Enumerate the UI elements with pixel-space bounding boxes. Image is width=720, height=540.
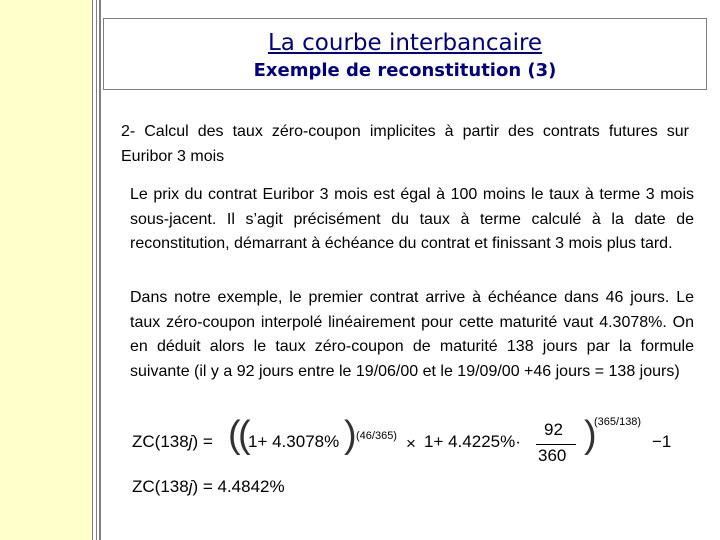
- formula1-numerator: 92: [544, 420, 563, 439]
- formula1-lhs-var: j: [188, 432, 193, 451]
- formula1-outer-close-paren: ): [584, 414, 597, 456]
- formula1-times: ×: [406, 434, 416, 453]
- formula1-exponent-2: (365/138): [594, 416, 642, 428]
- paragraph-1: Le prix du contrat Euribor 3 mois est égal à 100 moins le taux à terme 3 mois sous-jacent. Il s’agit précisément du taux à terme calculé à la date de reconstitution, démarrant à échéance du contrat et finissant 3 mois plus tard.: [130, 186, 694, 252]
- slide-subtitle: Exemple de reconstitution (3): [253, 60, 557, 81]
- left-border-line-2: [96, 0, 97, 540]
- formula2-rhs: ) = 4.4842%: [192, 477, 285, 496]
- formula1-tail: −1: [652, 432, 672, 451]
- left-border-line-1: [92, 0, 93, 540]
- formula1-inner-open-paren: (: [238, 414, 251, 456]
- section-heading: 2- Calcul des taux zéro-coupon implicites à partir des contrats futures sur Euribor 3 mois: [121, 123, 689, 165]
- formula2-lhs: ZC(138: [132, 477, 189, 496]
- formula1-inner-close-paren: ): [344, 414, 357, 456]
- left-border-line-3: [99, 0, 101, 540]
- formula1-fraction-bar: [536, 444, 576, 445]
- title-box: [103, 18, 707, 90]
- paragraph-2: Dans notre exemple, le premier contrat arrive à échéance dans 46 jours. Le taux zéro-coupon interpolé linéairement pour cette maturité vaut 4.3078%. On en déduit alors le taux zéro-coupon de maturité 138 jours par la formule suivante (il y a 92 jours entre le 19/06/00 et le 19/09/00 +46 jours = 138 jours): [130, 289, 694, 380]
- left-decorative-band: [0, 0, 92, 540]
- formula1-lhs-close: ) =: [192, 432, 213, 451]
- formula-zc-138-derivation: [132, 414, 692, 474]
- formula-zc-138-result: [132, 477, 285, 497]
- slide-title: La courbe interbancaire: [267, 30, 543, 56]
- formula1-term2: 1+ 4.4225%·: [424, 432, 521, 451]
- formula1-denominator: 360: [538, 446, 567, 465]
- formula1-lhs: ZC(138: [132, 432, 189, 451]
- formula1-lhs-wrap: [132, 432, 213, 452]
- formula1-exponent-1: (46/365): [356, 430, 397, 442]
- formula1-outer-open-paren: (: [228, 414, 241, 456]
- formula2-lhs-var: j: [188, 477, 193, 496]
- formula1-term1: 1+ 4.3078%: [248, 432, 340, 451]
